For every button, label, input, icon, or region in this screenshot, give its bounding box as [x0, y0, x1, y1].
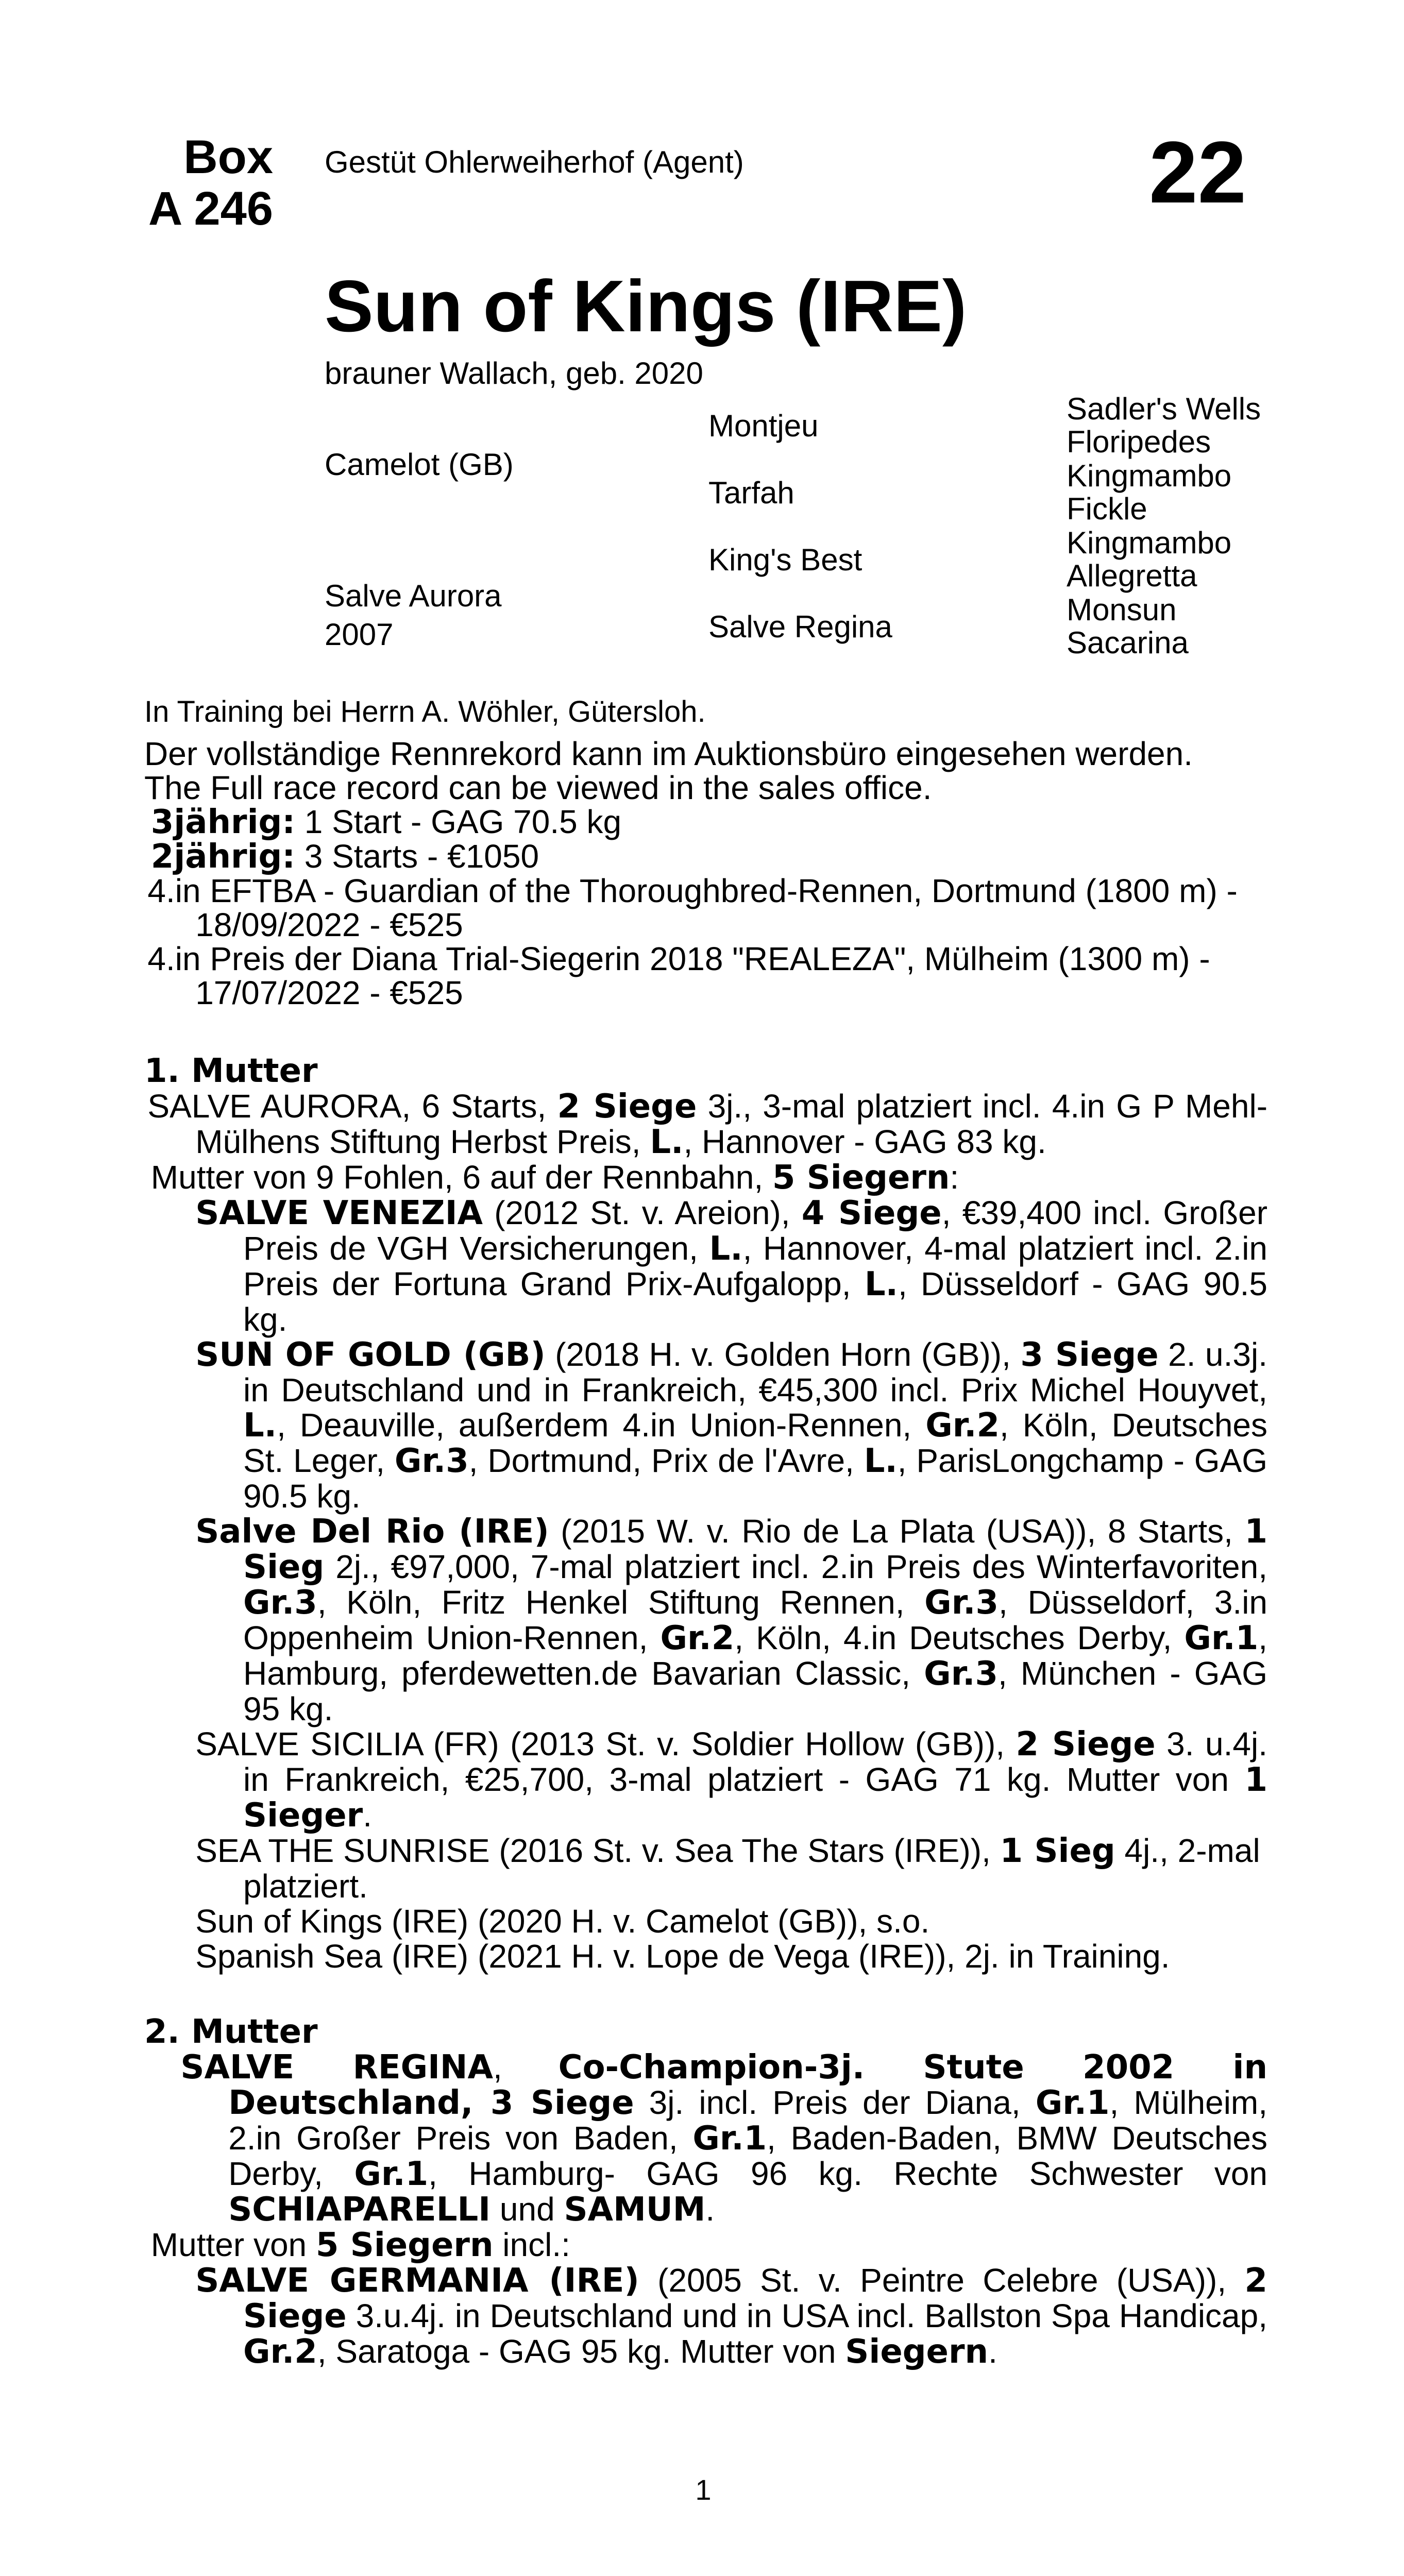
text-run: Gr.3 — [924, 1584, 999, 1622]
text-run: , Mülheim, 2.in Großer Preis von Baden, — [228, 2084, 1268, 2157]
text-run: , Deauville, außerdem 4.in Union-Rennen, — [277, 1406, 926, 1444]
text-run: , Dortmund, Prix de l'Avre, — [468, 1442, 864, 1479]
text-run: 2 Siege — [557, 1088, 697, 1126]
offspring-salve-sicilia — [144, 1726, 1267, 1833]
text-run: SALVE SICILIA (FR) (2013 St. v. Soldier Hollow (GB)), — [195, 1725, 1016, 1762]
text-run: Gr.1 — [1035, 2084, 1110, 2122]
text-run: Gr.3 — [394, 1442, 469, 1480]
age2-label: 2jährig: — [150, 838, 295, 876]
pedigree-sire-dam: Tarfah — [708, 476, 794, 510]
age2-text: 3 Starts - €1050 — [295, 838, 539, 875]
text-run: , ParisLongchamp - GAG 90.5 kg. — [243, 1442, 1268, 1515]
text-run: SALVE REGINA — [180, 2048, 493, 2087]
text-run: : — [950, 1159, 959, 1196]
pedigree-g3-5: Kingmambo — [1067, 526, 1232, 560]
text-run: 2 Siege — [1016, 1725, 1156, 1764]
training-info: In Training bei Herrn A. Wöhler, Gütersloh. — [144, 695, 706, 728]
text-run: Gr.1 — [1184, 1619, 1259, 1657]
text-run: incl.: — [493, 2226, 570, 2263]
horse-description: brauner Wallach, geb. 2020 — [325, 356, 703, 391]
text-run: , Hannover, 4-mal platziert incl. 2.in Preis der Fortuna Grand Prix-Aufgalopp, — [243, 1230, 1268, 1302]
offspring-sun-of-gold — [144, 1337, 1267, 1514]
text-run: , München - GAG 95 kg. — [243, 1655, 1268, 1727]
text-run: SEA THE SUNRISE (2016 St. v. Sea The Stars (IRE)), — [195, 1832, 1000, 1869]
text-run: 4 Siege — [801, 1194, 942, 1232]
text-run: L. — [650, 1123, 684, 1161]
text-run: , Hamburg, pferdewetten.de Bavarian Classic, — [243, 1619, 1268, 1692]
placing-1: 4.in EFTBA - Guardian of the Thoroughbred-Rennen, Dortmund (1800 m) - 18/09/2022 - €525 — [147, 872, 1238, 943]
text-run: 1 Sieger — [243, 1761, 1267, 1835]
text-run: , Baden-Baden, BMW Deutsches Derby, — [228, 2120, 1267, 2192]
race-record-note-de: Der vollständige Rennrekord kann im Auktionsbüro eingesehen werden. — [144, 735, 1193, 772]
race-record-note-en: The Full race record can be viewed in the sales office. — [144, 769, 932, 806]
text-run: (2015 W. v. Rio de La Plata (USA)), 8 Starts, — [549, 1513, 1245, 1550]
text-run: L. — [709, 1230, 743, 1268]
pedigree-sire-sire: Montjeu — [708, 409, 819, 443]
agent-name: Gestüt Ohlerweiherhof (Agent) — [325, 145, 744, 179]
first-dam-summary — [144, 1089, 1267, 1160]
pedigree-g3-6: Allegretta — [1067, 558, 1197, 593]
text-run: Gr.3 — [243, 1584, 317, 1622]
second-dam-heading: 2. Mutter — [144, 2013, 318, 2051]
age3-text: 1 Start - GAG 70.5 kg — [295, 803, 622, 840]
text-run: , Köln, Deutsches St. Leger, — [243, 1406, 1268, 1479]
text-run: , Düsseldorf - GAG 90.5 kg. — [243, 1265, 1268, 1338]
text-run: Gr.1 — [354, 2155, 429, 2193]
pedigree-dam-year: 2007 — [325, 617, 394, 652]
pedigree-g3-3: Kingmambo — [1067, 459, 1232, 493]
text-run: , Köln, 4.in Deutsches Derby, — [734, 1619, 1185, 1656]
horse-name: Sun of Kings (IRE) — [325, 265, 967, 347]
page-number: 1 — [695, 2473, 712, 2506]
text-run: , — [493, 2048, 559, 2086]
text-run: L. — [243, 1406, 277, 1445]
text-run: 3.u.4j. in Deutschland und in USA incl. Ballston Spa Handicap, — [346, 2297, 1267, 2334]
offspring-salve-germania — [144, 2263, 1267, 2369]
second-dam-produce — [144, 2227, 1267, 2263]
text-run: . — [988, 2333, 997, 2370]
text-run: (2012 St. v. Areion), — [483, 1194, 802, 1231]
text-run: und — [490, 2191, 564, 2228]
pedigree-g3-1: Sadler's Wells — [1067, 392, 1261, 426]
text-run: Gr.1 — [692, 2120, 767, 2158]
text-run: SCHIAPARELLI — [228, 2191, 491, 2229]
text-run: , Düsseldorf, 3.in Oppenheim Union-Rennen, — [243, 1584, 1267, 1656]
first-dam-produce — [144, 1160, 1267, 1195]
pedigree-dam-dam: Salve Regina — [708, 609, 892, 644]
text-run: SALVE AURORA, 6 Starts, — [147, 1088, 557, 1125]
offspring-salve-del-rio — [144, 1514, 1267, 1726]
text-run: Gr.3 — [924, 1655, 998, 1693]
text-run: 2j., €97,000, 7-mal platziert incl. 2.in Preis des Winterfavoriten, — [324, 1548, 1267, 1585]
text-run: (2018 H. v. Golden Horn (GB)), — [545, 1336, 1021, 1373]
text-run: 3j. incl. Preis der Diana, — [634, 2084, 1036, 2121]
offspring-salve-venezia — [144, 1195, 1267, 1337]
pedigree-sire: Camelot (GB) — [325, 447, 514, 482]
pedigree-g3-4: Fickle — [1067, 492, 1147, 526]
offspring-spanish-sea: Spanish Sea (IRE) (2021 H. v. Lope de Vega (IRE)), 2j. in Training. — [195, 1938, 1170, 1975]
text-run: 2. u.3j. in Deutschland und in Frankreich, €45,300 incl. Prix Michel Houyvet, — [243, 1336, 1268, 1409]
text-run: 5 Siegern — [315, 2226, 494, 2264]
text-run: 5 Siegern — [772, 1159, 950, 1197]
text-run: 3. u.4j. in Frankreich, €25,700, 3-mal platziert - GAG 71 kg. Mutter von — [243, 1725, 1268, 1798]
pedigree-dam-sire: King's Best — [708, 543, 862, 577]
text-run: SAMUM — [564, 2191, 706, 2229]
box-number: A 246 — [148, 182, 273, 235]
text-run: Gr.2 — [243, 2333, 317, 2371]
text-run: . — [363, 1797, 372, 1834]
text-run: 3j., 3-mal platziert incl. 4.in G P Mehl-Mülhens Stiftung Herbst Preis, — [195, 1088, 1268, 1160]
text-run: Co-Champion-3j. Stute 2002 in Deutschland, 3 Siege — [228, 2048, 1267, 2122]
text-run: , Hamburg- GAG 96 kg. Rechte Schwester von — [428, 2155, 1267, 2192]
pedigree-g3-2: Floripedes — [1067, 425, 1211, 459]
lot-number: 22 — [1149, 124, 1247, 222]
text-run: Siegern — [845, 2333, 989, 2371]
text-run: , Köln, Fritz Henkel Stiftung Rennen, — [317, 1584, 925, 1621]
race-record — [144, 737, 1267, 1010]
pedigree-g3-8: Sacarina — [1067, 625, 1189, 660]
text-run: Gr.2 — [925, 1406, 1000, 1445]
age3-label: 3jährig: — [150, 803, 295, 841]
first-dam-heading: 1. Mutter — [144, 1052, 318, 1090]
text-run: 1 Sieg — [243, 1513, 1268, 1586]
box-label-line1: Box — [183, 131, 273, 183]
text-run: 3 Siege — [1020, 1336, 1159, 1374]
offspring-sun-of-kings: Sun of Kings (IRE) (2020 H. v. Camelot (GB)), s.o. — [195, 1903, 930, 1940]
text-run: . — [705, 2191, 715, 2228]
text-run: Mutter von 9 Fohlen, 6 auf der Rennbahn, — [150, 1159, 772, 1196]
text-run: L. — [864, 1442, 898, 1480]
first-dam-section — [144, 1054, 1267, 1974]
pedigree-dam: Salve Aurora — [325, 579, 502, 613]
text-run: SUN OF GOLD (GB) — [195, 1336, 546, 1374]
text-run: 1 Sieg — [1000, 1832, 1115, 1870]
box-label — [144, 131, 273, 234]
text-run: , €39,400 incl. Großer Preis de VGH Versicherungen, — [243, 1194, 1268, 1267]
placing-2: 4.in Preis der Diana Trial-Siegerin 2018 "REALEZA", Mülheim (1300 m) - 17/07/2022 - €525 — [147, 940, 1210, 1011]
text-run: Salve Del Rio (IRE) — [195, 1513, 549, 1551]
text-run: L. — [864, 1265, 898, 1303]
text-run: , Hannover - GAG 83 kg. — [683, 1123, 1046, 1160]
text-run: Gr.2 — [660, 1619, 735, 1657]
second-dam-summary — [144, 2049, 1267, 2227]
age2-record — [144, 839, 1267, 874]
second-dam-section — [144, 2014, 1267, 2369]
text-run: (2005 St. v. Peintre Celebre (USA)), — [639, 2262, 1245, 2299]
offspring-sea-the-sunrise — [144, 1833, 1267, 1904]
age3-record — [144, 805, 1267, 839]
text-run: SALVE GERMANIA (IRE) — [195, 2262, 639, 2300]
text-run: 4j., 2-mal platziert. — [243, 1832, 1260, 1905]
pedigree-g3-7: Monsun — [1067, 592, 1177, 627]
text-run: Mutter von — [150, 2226, 316, 2263]
text-run: 2 Siege — [243, 2262, 1268, 2335]
text-run: , Saratoga - GAG 95 kg. Mutter von — [317, 2333, 845, 2370]
text-run: SALVE VENEZIA — [195, 1194, 483, 1232]
